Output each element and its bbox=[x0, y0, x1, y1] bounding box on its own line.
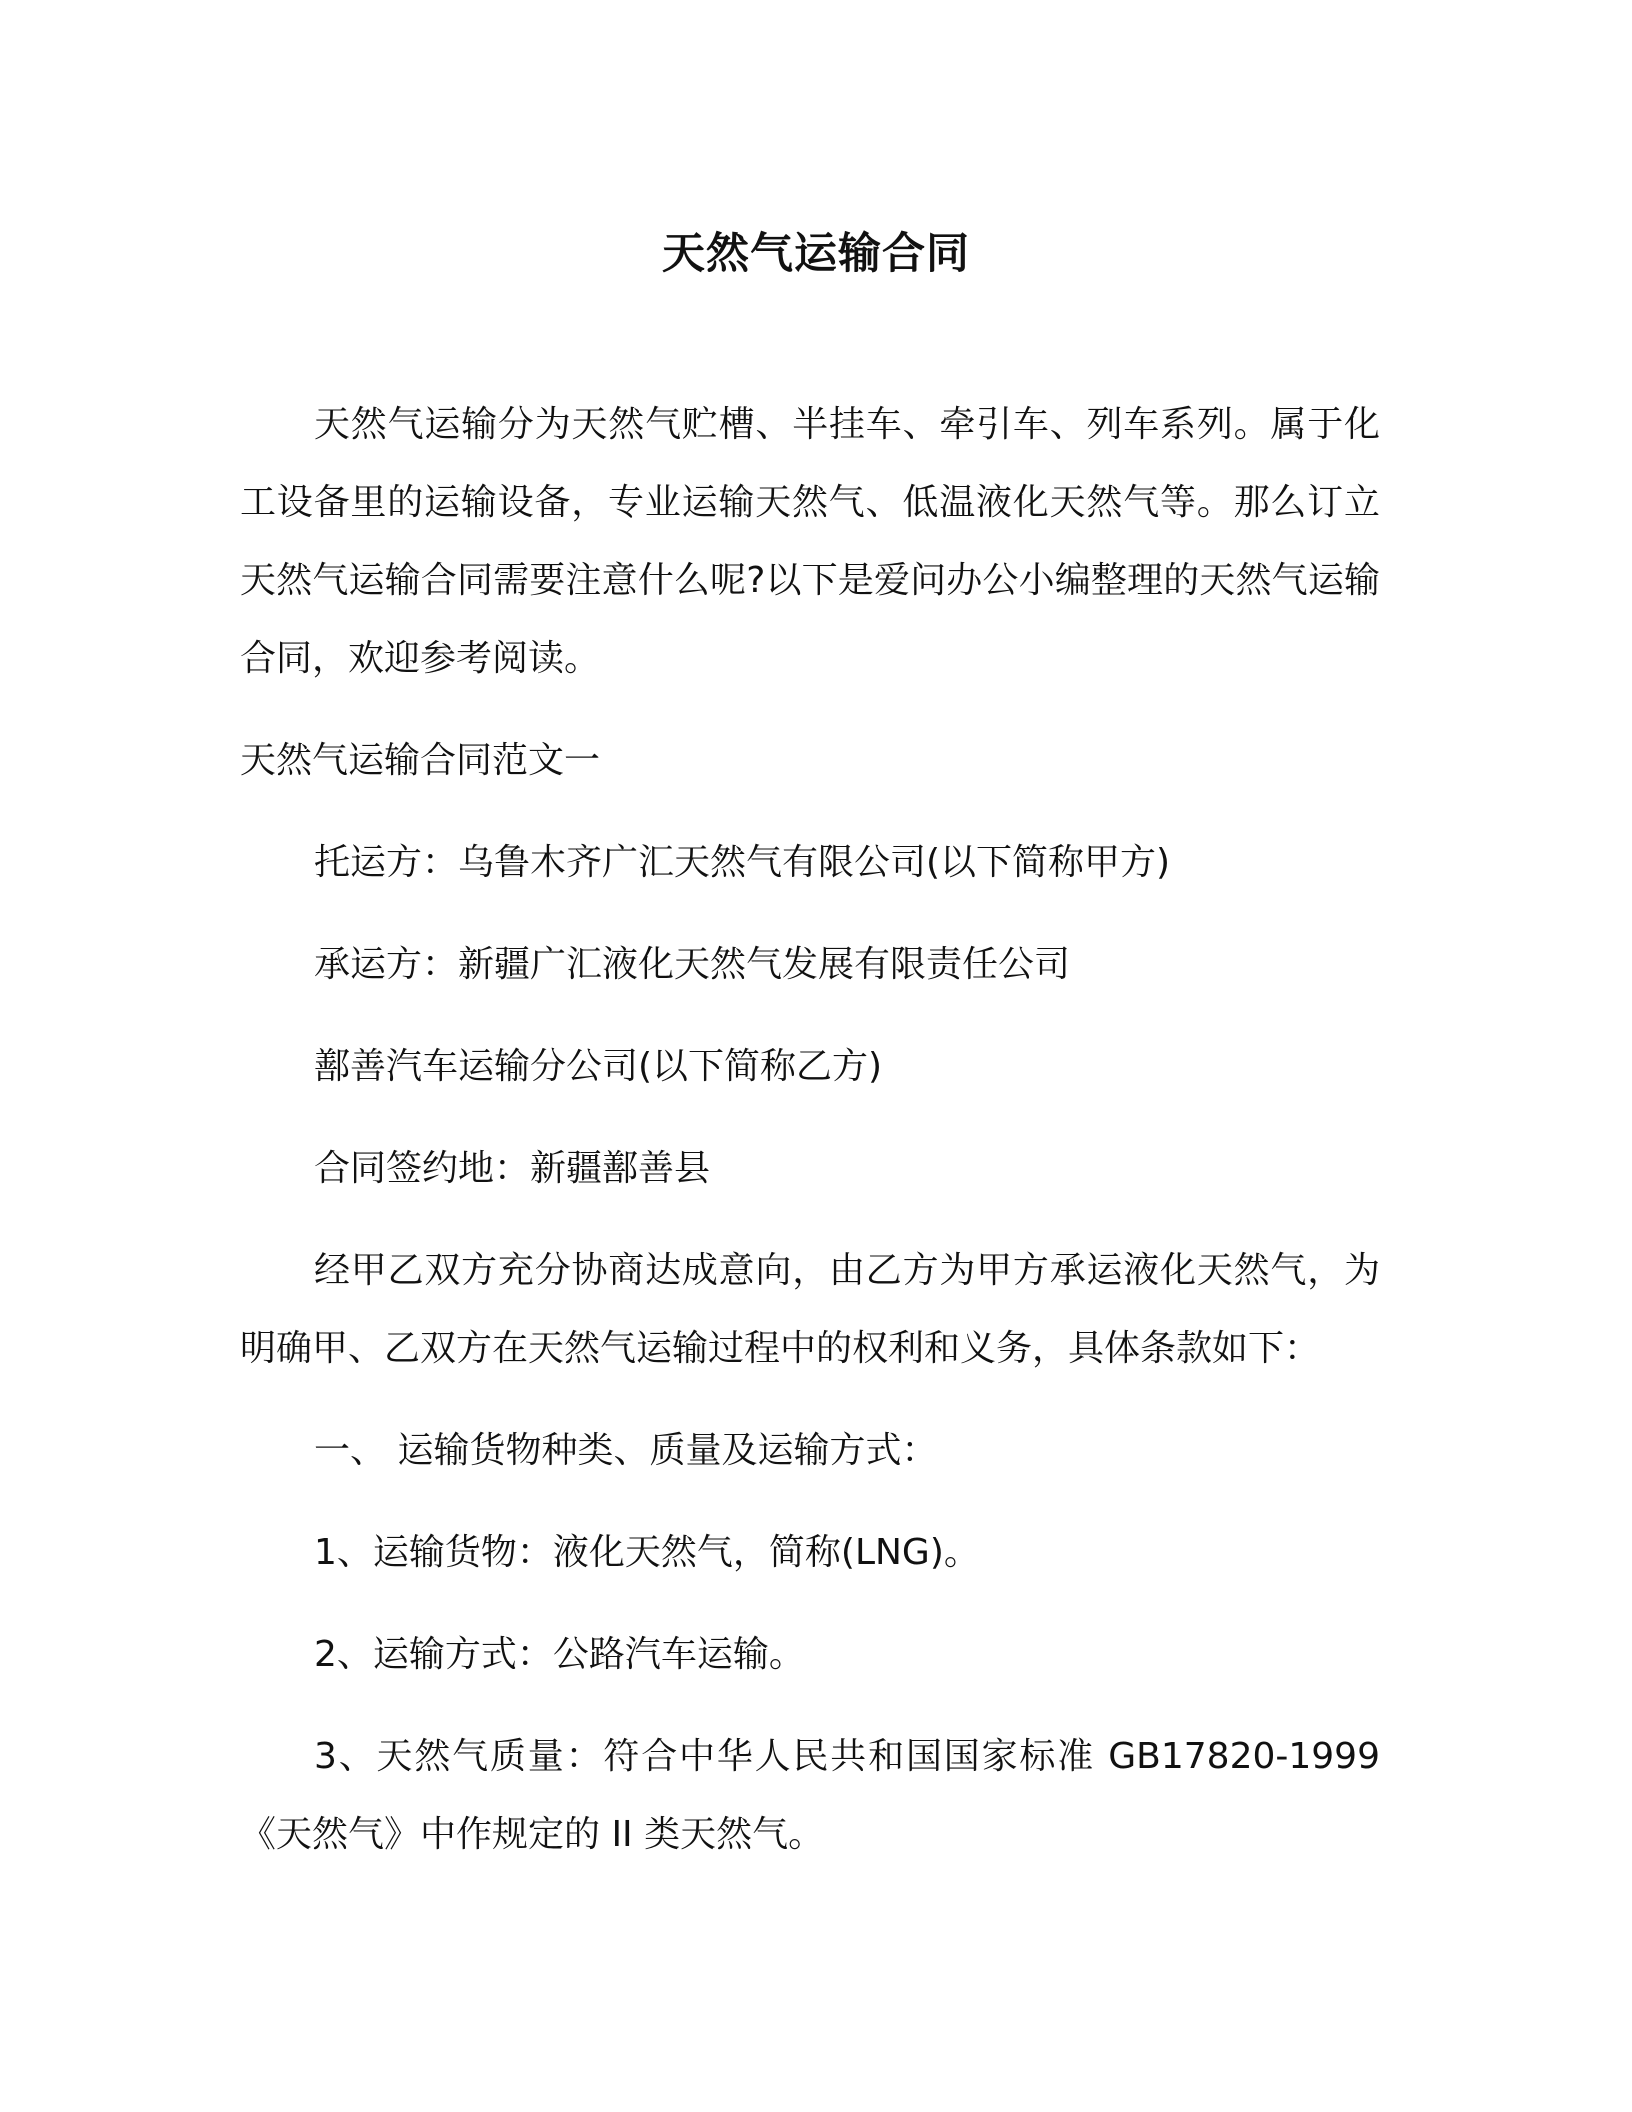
carrier-line: 承运方：新疆广汇液化天然气发展有限责任公司 bbox=[314, 944, 1071, 985]
section-heading: 天然气运输合同范文一 bbox=[240, 740, 601, 781]
signing-place-line: 合同签约地：新疆鄯善县 bbox=[314, 1148, 711, 1189]
document-title: 天然气运输合同 bbox=[662, 229, 970, 279]
preamble-paragraph: 经甲乙双方充分协商达成意向，由乙方为甲方承运液化天然气，为明确甲、乙双方在天然气运输过程中的权利和义务，具体条款如下： bbox=[240, 1250, 1380, 1369]
clause-1-heading: 一、 运输货物种类、质量及运输方式： bbox=[314, 1430, 938, 1471]
consignor-line: 托运方：乌鲁木齐广汇天然气有限公司(以下简称甲方) bbox=[314, 842, 1171, 883]
clause-item-2: 2、运输方式：公路汽车运输。 bbox=[314, 1634, 805, 1675]
clause-item-1: 1、运输货物：液化天然气，简称(LNG)。 bbox=[314, 1532, 980, 1573]
carrier-branch-line: 鄯善汽车运输分公司(以下简称乙方) bbox=[314, 1046, 883, 1087]
document-body bbox=[240, 386, 1380, 1874]
intro-paragraph: 天然气运输分为天然气贮槽、半挂车、牵引车、列车系列。属于化工设备里的运输设备，专业运输天然气、低温液化天然气等。那么订立天然气运输合同需要注意什么呢?以下是爱问办公小编整理的天然气运输合同，欢迎参考阅读。 bbox=[240, 404, 1380, 679]
clause-item-3: 3、天然气质量：符合中华人民共和国国家标准 GB17820-1999《天然气》中作规定的 II 类天然气。 bbox=[240, 1736, 1380, 1855]
